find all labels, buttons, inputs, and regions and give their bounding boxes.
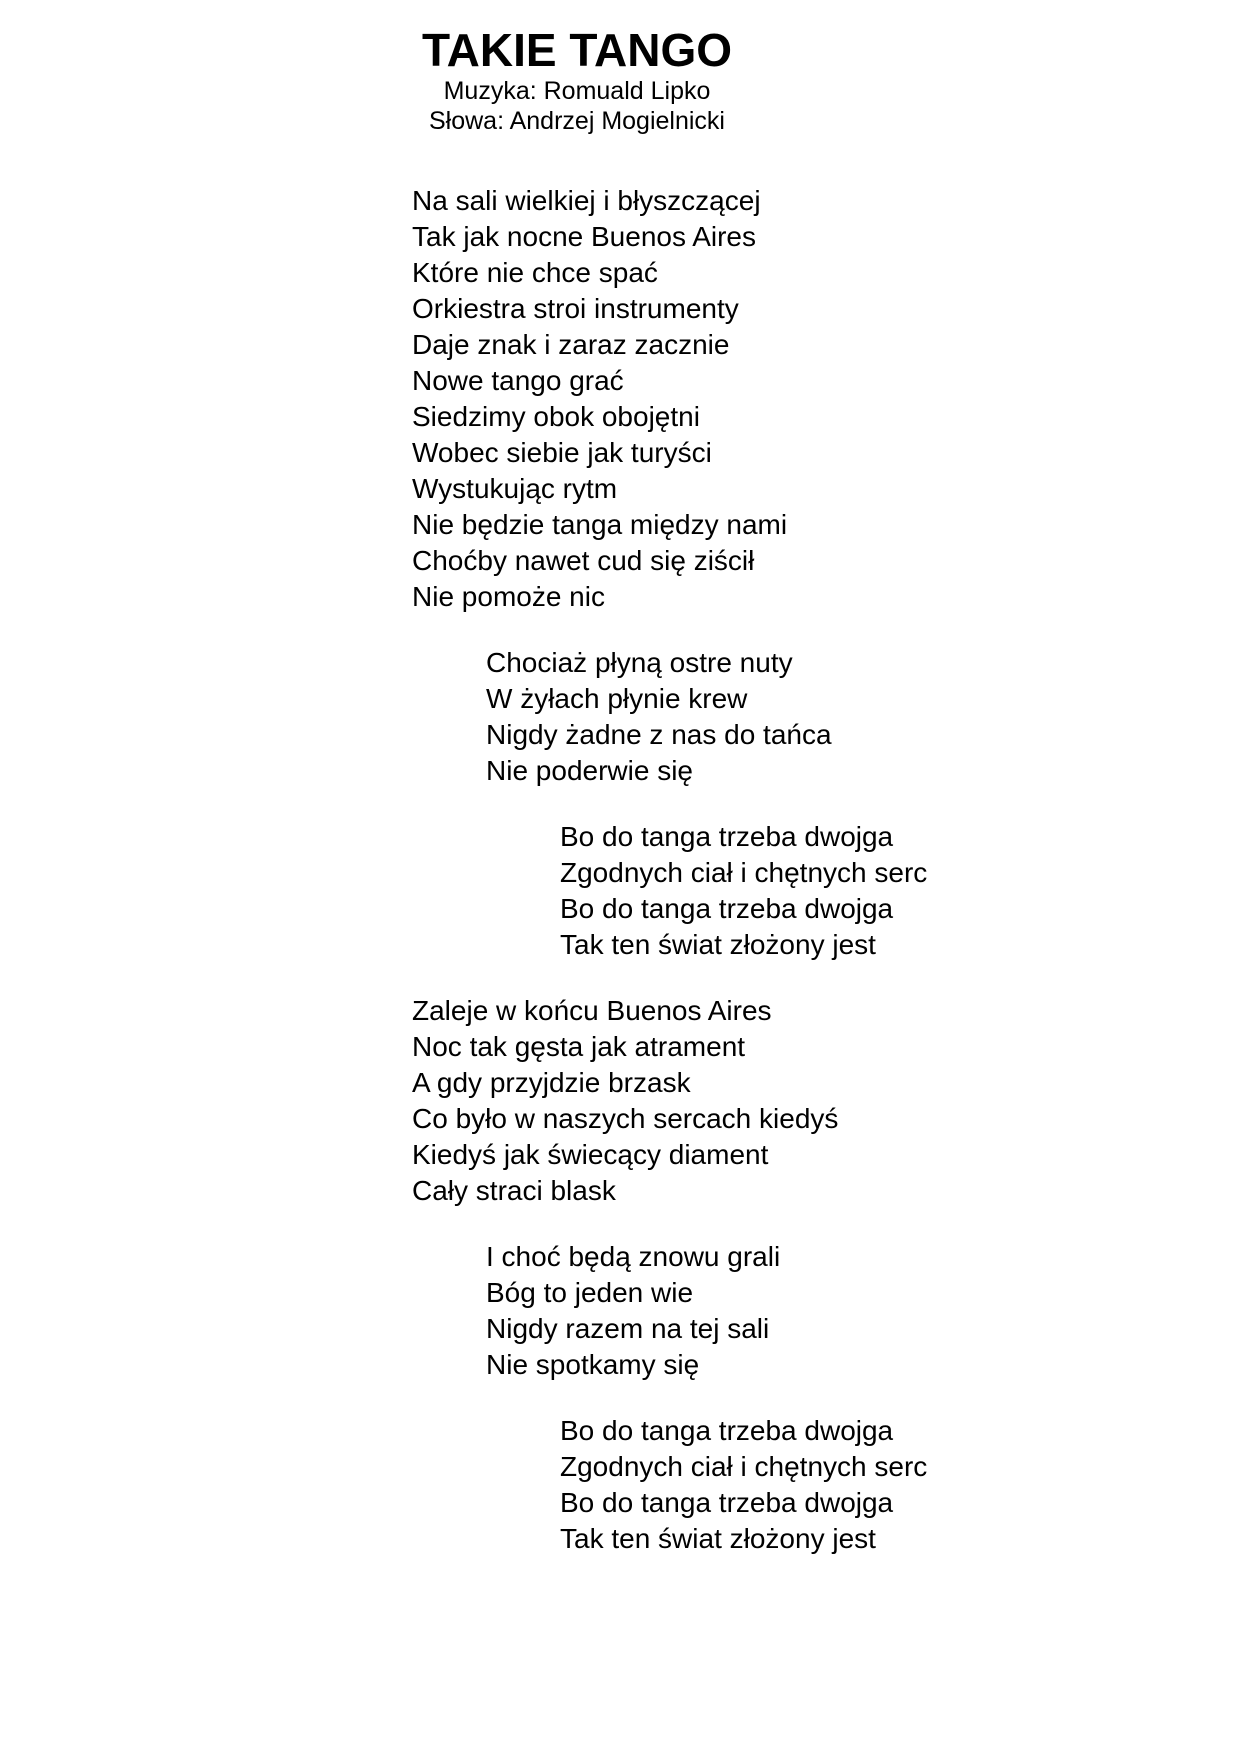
- lyric-line: Bo do tanga trzeba dwojga: [560, 821, 894, 852]
- lyric-line: Noc tak gęsta jak atrament: [412, 1031, 746, 1062]
- lyric-line: Wystukując rytm: [412, 473, 618, 504]
- lyric-line: Nie będzie tanga między nami: [412, 509, 788, 540]
- lyric-line: I choć będą znowu grali: [486, 1241, 781, 1272]
- lyric-line: Bóg to jeden wie: [486, 1277, 694, 1308]
- lyric-line: Bo do tanga trzeba dwojga: [560, 1487, 894, 1518]
- lyric-stanza: [560, 819, 927, 963]
- lyric-line: Kiedyś jak świecący diament: [412, 1139, 769, 1170]
- lyric-line: Nigdy żadne z nas do tańca: [486, 719, 832, 750]
- lyric-stanza: [412, 993, 927, 1209]
- lyric-line: Co było w naszych sercach kiedyś: [412, 1103, 839, 1134]
- lyric-line: Bo do tanga trzeba dwojga: [560, 893, 894, 924]
- lyric-line: Wobec siebie jak turyści: [412, 437, 712, 468]
- credits-block: [0, 76, 1154, 136]
- credit-music: Muzyka: Romuald Lipko: [443, 77, 711, 105]
- credit-lyrics: Słowa: Andrzej Mogielnicki: [429, 107, 725, 135]
- lyric-line: Które nie chce spać: [412, 257, 658, 288]
- lyric-line: Na sali wielkiej i błyszczącej: [412, 185, 761, 216]
- lyric-line: Nie pomoże nic: [412, 581, 605, 612]
- lyric-line: Tak ten świat złożony jest: [560, 929, 876, 960]
- lyric-stanza: [486, 1239, 927, 1383]
- page-title: TAKIE TANGO: [421, 24, 733, 76]
- lyric-line: Zgodnych ciał i chętnych serc: [560, 1451, 928, 1482]
- lyric-line: Daje znak i zaraz zacznie: [412, 329, 730, 360]
- lyric-line: Nie spotkamy się: [486, 1349, 700, 1380]
- lyric-line: Siedzimy obok obojętni: [412, 401, 700, 432]
- lyric-line: Nowe tango grać: [412, 365, 624, 396]
- lyric-stanza: [560, 1413, 927, 1557]
- lyrics-body: [412, 183, 927, 1587]
- document-header: [0, 24, 1154, 136]
- lyric-line: A gdy przyjdzie brzask: [412, 1067, 691, 1098]
- lyric-line: Chociaż płyną ostre nuty: [486, 647, 793, 678]
- lyric-line: Nigdy razem na tej sali: [486, 1313, 770, 1344]
- lyric-line: Cały straci blask: [412, 1175, 616, 1206]
- lyric-line: Choćby nawet cud się ziścił: [412, 545, 755, 576]
- lyric-line: Orkiestra stroi instrumenty: [412, 293, 739, 324]
- lyric-line: Tak ten świat złożony jest: [560, 1523, 876, 1554]
- lyric-stanza: [486, 645, 927, 789]
- lyric-line: Zaleje w końcu Buenos Aires: [412, 995, 772, 1026]
- lyric-line: Bo do tanga trzeba dwojga: [560, 1415, 894, 1446]
- lyric-line: Zgodnych ciał i chętnych serc: [560, 857, 928, 888]
- lyric-line: W żyłach płynie krew: [486, 683, 748, 714]
- lyric-line: Nie poderwie się: [486, 755, 693, 786]
- lyric-stanza: [412, 183, 927, 615]
- lyric-line: Tak jak nocne Buenos Aires: [412, 221, 756, 252]
